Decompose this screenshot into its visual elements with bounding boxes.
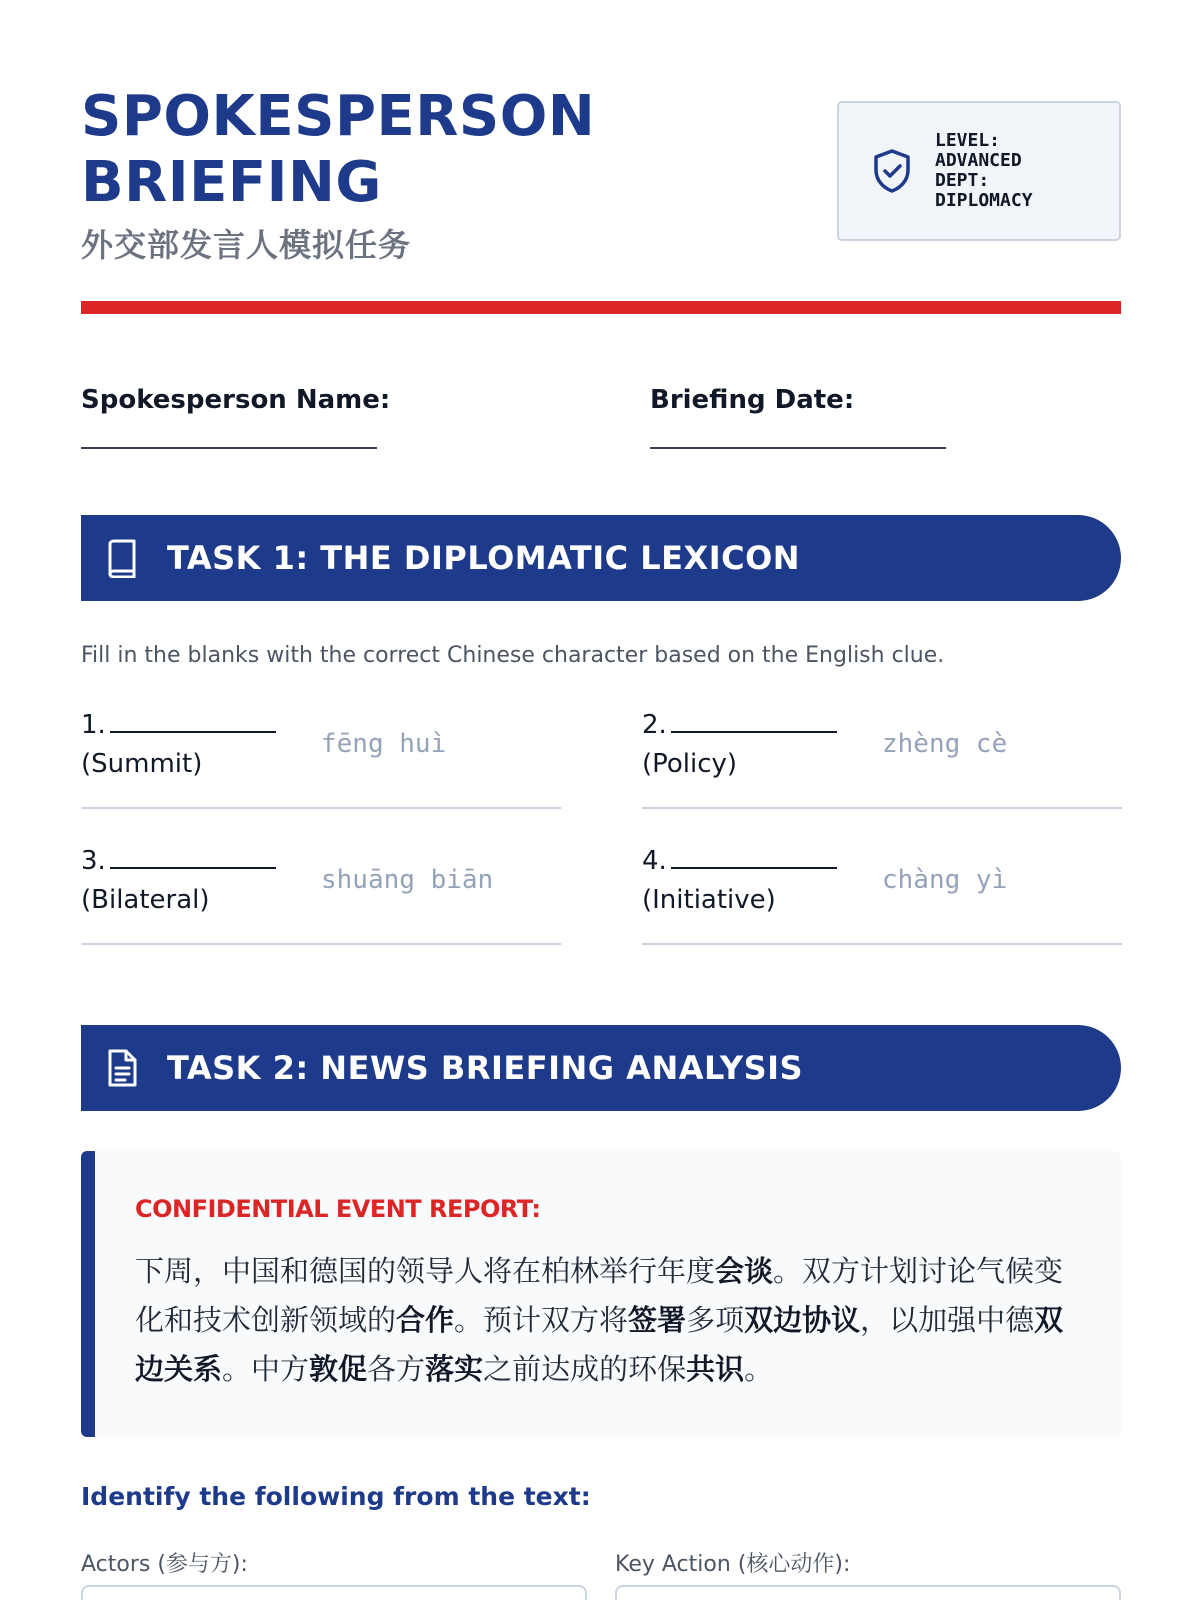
report-text: 下周，中国和德国的领导人将在柏林举行年度: [135, 1254, 716, 1288]
lexicon-item-clue: (Initiative): [642, 885, 776, 915]
report-label: CONFIDENTIAL EVENT REPORT:: [135, 1195, 541, 1223]
report-text: 。预计双方将: [454, 1303, 629, 1337]
lexicon-item-pinyin: fēng huì: [321, 729, 447, 759]
report-body: [135, 1247, 1081, 1394]
book-icon: [105, 538, 139, 578]
report-text: 。双方计划讨论气候变化和技术创新领域的: [135, 1254, 1064, 1337]
briefing-date-field: [650, 385, 946, 449]
report-keyword: 签署: [628, 1303, 687, 1337]
spokesperson-name-input-line[interactable]: [81, 435, 377, 449]
task1-instructions: Fill in the blanks with the correct Chinese character based on the English clue.: [81, 643, 945, 668]
lexicon-answer-blank[interactable]: [110, 845, 276, 869]
badge-dept-label: DEPT:: [935, 170, 990, 191]
lexicon-item-1: [81, 709, 561, 809]
lexicon-item-number: 2.: [642, 710, 667, 740]
report-keyword: 双边关系: [135, 1303, 1064, 1386]
report-keyword: 合作: [396, 1303, 455, 1337]
lexicon-item-pinyin: shuāng biān: [321, 865, 494, 895]
report-text: 。: [744, 1352, 774, 1386]
lexicon-item-3: [81, 845, 561, 945]
report-text: ，以加强中德: [860, 1303, 1035, 1337]
badge-level-value: ADVANCED: [935, 150, 1022, 171]
key-action-label: Key Action (核心动作):: [615, 1552, 851, 1577]
report-text: 多项: [686, 1303, 745, 1337]
identify-heading: Identify the following from the text:: [81, 1482, 591, 1511]
report-text: 。中方: [222, 1352, 310, 1386]
page-title-line2: BRIEFING: [81, 150, 382, 215]
lexicon-item-clue: (Summit): [81, 749, 203, 779]
spokesperson-name-field: [81, 385, 390, 449]
level-badge: [837, 101, 1121, 241]
event-report: [81, 1151, 1121, 1437]
lexicon-item-clue: (Bilateral): [81, 885, 210, 915]
header-divider: [81, 301, 1121, 314]
actors-label: Actors (参与方):: [81, 1552, 248, 1577]
badge-dept-value: DIPLOMACY: [935, 190, 1033, 211]
lexicon-item-clue: (Policy): [642, 749, 738, 779]
actors-input[interactable]: [81, 1585, 587, 1600]
page-subtitle: 外交部发言人模拟任务: [81, 226, 412, 264]
badge-text: [935, 131, 1033, 211]
page-title-line1: SPOKESPERSON: [81, 84, 596, 149]
task1-title: TASK 1: THE DIPLOMATIC LEXICON: [167, 539, 801, 577]
task2-header: [81, 1025, 1121, 1111]
lexicon-answer-blank[interactable]: [671, 845, 837, 869]
report-keyword: 共识: [686, 1352, 745, 1386]
report-text: 各方: [367, 1352, 426, 1386]
lexicon-item-4: [642, 845, 1122, 945]
report-text: 之前达成的环保: [483, 1352, 687, 1386]
lexicon-item-number: 3.: [81, 846, 106, 876]
spokesperson-name-label: Spokesperson Name:: [81, 385, 391, 415]
report-keyword: 敦促: [309, 1352, 368, 1386]
lexicon-answer-blank[interactable]: [110, 709, 276, 733]
lexicon-item-number: 4.: [642, 846, 667, 876]
badge-level-label: LEVEL:: [935, 130, 1001, 151]
lexicon-answer-blank[interactable]: [671, 709, 837, 733]
report-keyword: 双边协议: [744, 1303, 861, 1337]
task2-title: TASK 2: NEWS BRIEFING ANALYSIS: [167, 1049, 804, 1087]
briefing-date-label: Briefing Date:: [650, 385, 855, 415]
report-keyword: 会谈: [715, 1254, 774, 1288]
document-icon: [105, 1048, 139, 1088]
key-action-input[interactable]: [615, 1585, 1121, 1600]
lexicon-item-2: [642, 709, 1122, 809]
shield-check-icon: [871, 148, 913, 194]
briefing-date-input-line[interactable]: [650, 435, 946, 449]
lexicon-item-number: 1.: [81, 710, 106, 740]
task1-header: [81, 515, 1121, 601]
lexicon-item-pinyin: zhèng cè: [882, 729, 1008, 759]
lexicon-item-pinyin: chàng yì: [882, 865, 1008, 895]
report-keyword: 落实: [425, 1352, 484, 1386]
